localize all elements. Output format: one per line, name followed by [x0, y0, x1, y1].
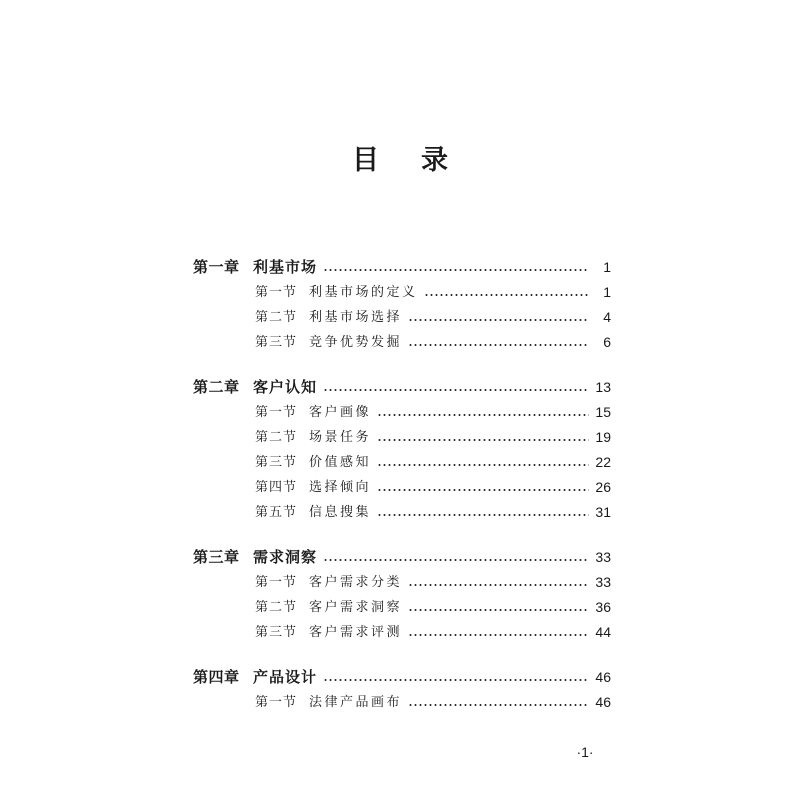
section-number: 第一节 — [255, 285, 298, 300]
section-title: 客户需求分类 — [309, 575, 403, 590]
chapter-title: 客户认知 — [253, 378, 318, 396]
section-number: 第三节 — [255, 625, 298, 640]
chapter-entry[interactable] — [193, 255, 611, 280]
dot-leader — [377, 439, 589, 441]
section-entry[interactable] — [193, 690, 611, 715]
section-number: 第一节 — [255, 575, 298, 590]
page-number: 46 — [595, 669, 611, 685]
chapter-title: 产品设计 — [253, 668, 318, 686]
toc-title-char-1: 目 — [352, 145, 379, 176]
section-title: 客户需求评测 — [309, 625, 403, 640]
chapter-block — [193, 545, 611, 645]
chapter-title: 利基市场 — [253, 258, 318, 276]
page-number: 13 — [595, 379, 611, 395]
page-number: 44 — [595, 624, 611, 640]
page-number: 1 — [603, 259, 611, 275]
section-number: 第四节 — [255, 480, 298, 495]
chapter-block — [193, 665, 611, 715]
section-title: 利基市场选择 — [309, 310, 403, 325]
page-number: 26 — [595, 479, 611, 495]
page-number: 36 — [595, 599, 611, 615]
section-title: 法律产品画布 — [309, 695, 403, 710]
page-number: 4 — [603, 309, 611, 325]
page-number: 33 — [595, 549, 611, 565]
section-number: 第一节 — [255, 695, 298, 710]
section-entry[interactable] — [193, 330, 611, 355]
dot-leader — [408, 319, 589, 321]
section-number: 第三节 — [255, 455, 298, 470]
dot-leader — [323, 389, 589, 391]
section-title: 利基市场的定义 — [309, 285, 418, 300]
section-entry[interactable] — [193, 400, 611, 425]
chapter-block — [193, 255, 611, 355]
page-number: 6 — [603, 334, 611, 350]
section-title: 客户需求洞察 — [309, 600, 403, 615]
section-entry[interactable] — [193, 500, 611, 525]
section-entry[interactable] — [193, 450, 611, 475]
section-title: 场景任务 — [309, 430, 372, 445]
dot-leader — [408, 344, 589, 346]
chapter-number: 第一章 — [193, 258, 240, 276]
toc-title — [0, 143, 800, 179]
dot-leader — [408, 584, 589, 586]
section-number: 第五节 — [255, 505, 298, 520]
folio-page-number: ·1· — [576, 744, 594, 760]
dot-leader — [377, 514, 589, 516]
chapter-number: 第三章 — [193, 548, 240, 566]
section-title: 价值感知 — [309, 455, 372, 470]
section-number: 第二节 — [255, 310, 298, 325]
section-entry[interactable] — [193, 595, 611, 620]
section-entry[interactable] — [193, 305, 611, 330]
section-title: 选择倾向 — [309, 480, 372, 495]
section-title: 信息搜集 — [309, 505, 372, 520]
section-number: 第一节 — [255, 405, 298, 420]
section-entry[interactable] — [193, 425, 611, 450]
section-number: 第二节 — [255, 600, 298, 615]
section-title: 客户画像 — [309, 405, 372, 420]
dot-leader — [323, 679, 589, 681]
section-entry[interactable] — [193, 620, 611, 645]
dot-leader — [377, 414, 589, 416]
chapter-entry[interactable] — [193, 545, 611, 570]
chapter-title: 需求洞察 — [253, 548, 318, 566]
dot-leader — [408, 704, 589, 706]
dot-leader — [377, 464, 589, 466]
chapter-entry[interactable] — [193, 375, 611, 400]
page-number: 46 — [595, 694, 611, 710]
chapter-entry[interactable] — [193, 665, 611, 690]
chapter-block — [193, 375, 611, 525]
section-entry[interactable] — [193, 280, 611, 305]
dot-leader — [377, 489, 589, 491]
page-number: 1 — [603, 284, 611, 300]
section-number: 第三节 — [255, 335, 298, 350]
dot-leader — [323, 269, 589, 271]
section-title: 竞争优势发掘 — [309, 335, 403, 350]
dot-leader — [408, 634, 589, 636]
page-number: 31 — [595, 504, 611, 520]
page-number: 33 — [595, 574, 611, 590]
section-entry[interactable] — [193, 570, 611, 595]
section-number: 第二节 — [255, 430, 298, 445]
chapter-number: 第二章 — [193, 378, 240, 396]
page-number: 19 — [595, 429, 611, 445]
table-of-contents — [193, 255, 611, 735]
chapter-number: 第四章 — [193, 668, 240, 686]
page-number: 22 — [595, 454, 611, 470]
dot-leader — [424, 294, 589, 296]
page-number: 15 — [595, 404, 611, 420]
section-entry[interactable] — [193, 475, 611, 500]
toc-title-char-2: 录 — [421, 145, 448, 176]
dot-leader — [323, 559, 589, 561]
dot-leader — [408, 609, 589, 611]
